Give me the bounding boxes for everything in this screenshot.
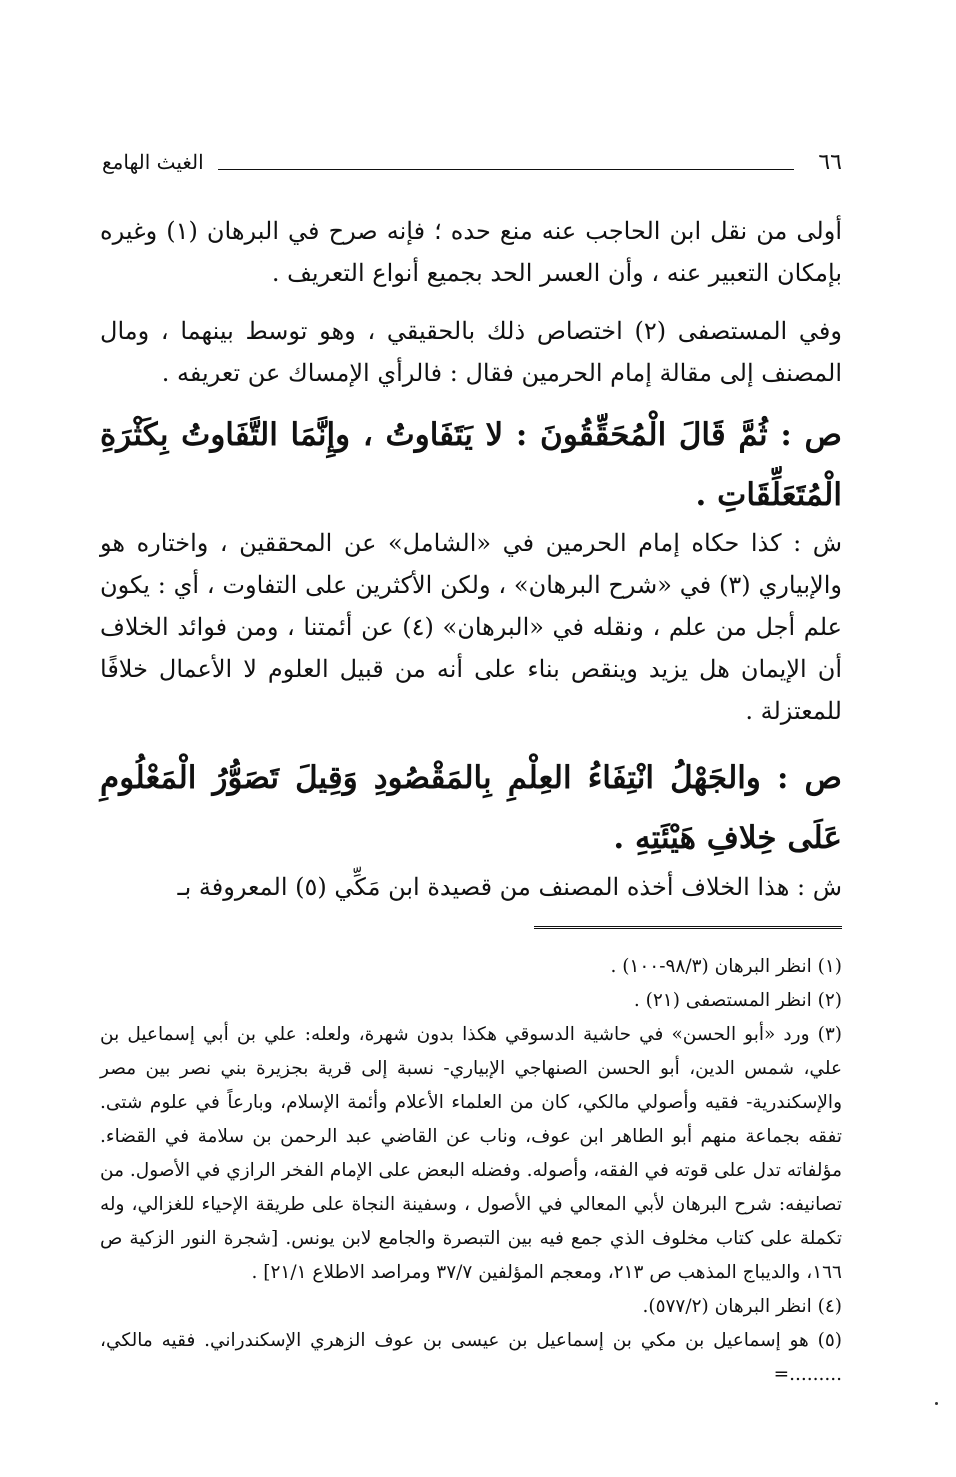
footnote-5: (٥) هو إسماعيل بن مكي بن إسماعيل بن عيسى بن عوف الزهري الإسكندراني. فقيه مالكي، .........= [100,1330,842,1385]
matn-1: ص : ثُمَّ قَالَ الْمُحَقِّقُونَ : لا يَتَفَاوتُ ، وإِنَّمَا التَّفَاوتُ بِكَثْرَةِ الْمُتَعَلِّقَاتِ . [100,417,842,513]
scan-speck [935,1402,938,1405]
paragraph-2-block [100,310,842,394]
header-rule [218,169,794,170]
footnotes [100,950,842,1392]
footnote-separator [534,926,842,932]
footnote-3: (٣) ورد «أبو الحسن» في حاشية الدسوقي هكذا بدون شهرة، ولعله: علي بن أبي إسماعيل بن علي، شمس الدين، أبو الحسن الصنهاجي الإبياري- نسبة إلى قرية بجزيرة بني نصر بين مصر والإسكندرية- فقيه وأصولي مالكي، كان من العلماء الأعلام وأئمة الإسلام، وبارعاً في علوم شتى. تفقه بجماعة منهم أبو الطاهر ابن عوف، وناب عن القاضي عبد الرحمن بن سلامة في القضاء. مؤلفاته تدل على قوته في الفقه، وأصوله. وفضله البعض على الإمام الفخر الرازي في الأصول. من تصانيفه: شرح البرهان لأبي المعالي في الأصول ، وسفينة النجاة على طريقة الإحياء للغزالي، وله تكملة على كتاب مخلوف الذي جمع فيه بين التبصرة والجامع لابن يونس. [شجرة النور الزكية ص ١٦٦، والديباج المذهب ص ٢١٣، ومعجم المؤلفين ٣٧/٧ ومراصد الاطلاع ٢١/١] . [100,1024,842,1283]
page-number: ٦٦ [818,150,842,175]
paragraph-4: ش : هذا الخلاف أخذه المصنف من قصيدة ابن مَكِّي (٥) المعروفة بـ [177,873,842,901]
footnote-4: (٤) انظر البرهان (٥٧٧/٢). [642,1296,842,1317]
footnote-2: (٢) انظر المستصفى (٢١) . [633,990,842,1011]
paragraph-4-block [100,866,842,908]
matn-2-block [100,748,842,868]
paragraph-1: أولى من نقل ابن الحاجب عنه منع حده ؛ فإنه صرح في البرهان (١) وغيره بإمكان التعبير عنه ، وأن العسر الحد بجميع أنواع التعريف . [100,217,842,287]
page-header [102,150,842,184]
paragraph-2: وفي المستصفى (٢) اختصاص ذلك بالحقيقي ، وهو توسط بينهما ، ومال المصنف إلى مقالة إمام الحرمين فقال : فالرأي الإمساك عن تعريفه . [100,317,842,387]
paragraph-3: ش : كذا حكاه إمام الحرمين في «الشامل» عن المحققين ، واختاره هو والإبياري (٣) في «شرح البرهان» ، ولكن الأكثرين على التفاوت ، أي : يكون علم أجل من علم ، ونقله في «البرهان» (٤) عن أئمتنا ، ومن فوائد الخلاف أن الإيمان هل يزيد وينقص بناء على أنه من قبيل العلوم لا الأعمال خلافًا للمعتزلة . [100,529,842,725]
running-title: الغيث الهامع [102,150,204,174]
footnote-1: (١) انظر البرهان (٩٨/٣-١٠٠) . [610,956,842,977]
paragraph-3-block [100,522,842,732]
paragraph-1-block [100,210,842,294]
matn-1-block [100,405,842,525]
matn-2: ص : والجَهْلُ انْتِفَاءُ العِلْمِ بِالمَقْصُودِ وَقِيلَ تَصَوُّرُ الْمَعْلُومِ عَلَى خِلافِ هَيْئَتِهِ . [100,760,842,856]
